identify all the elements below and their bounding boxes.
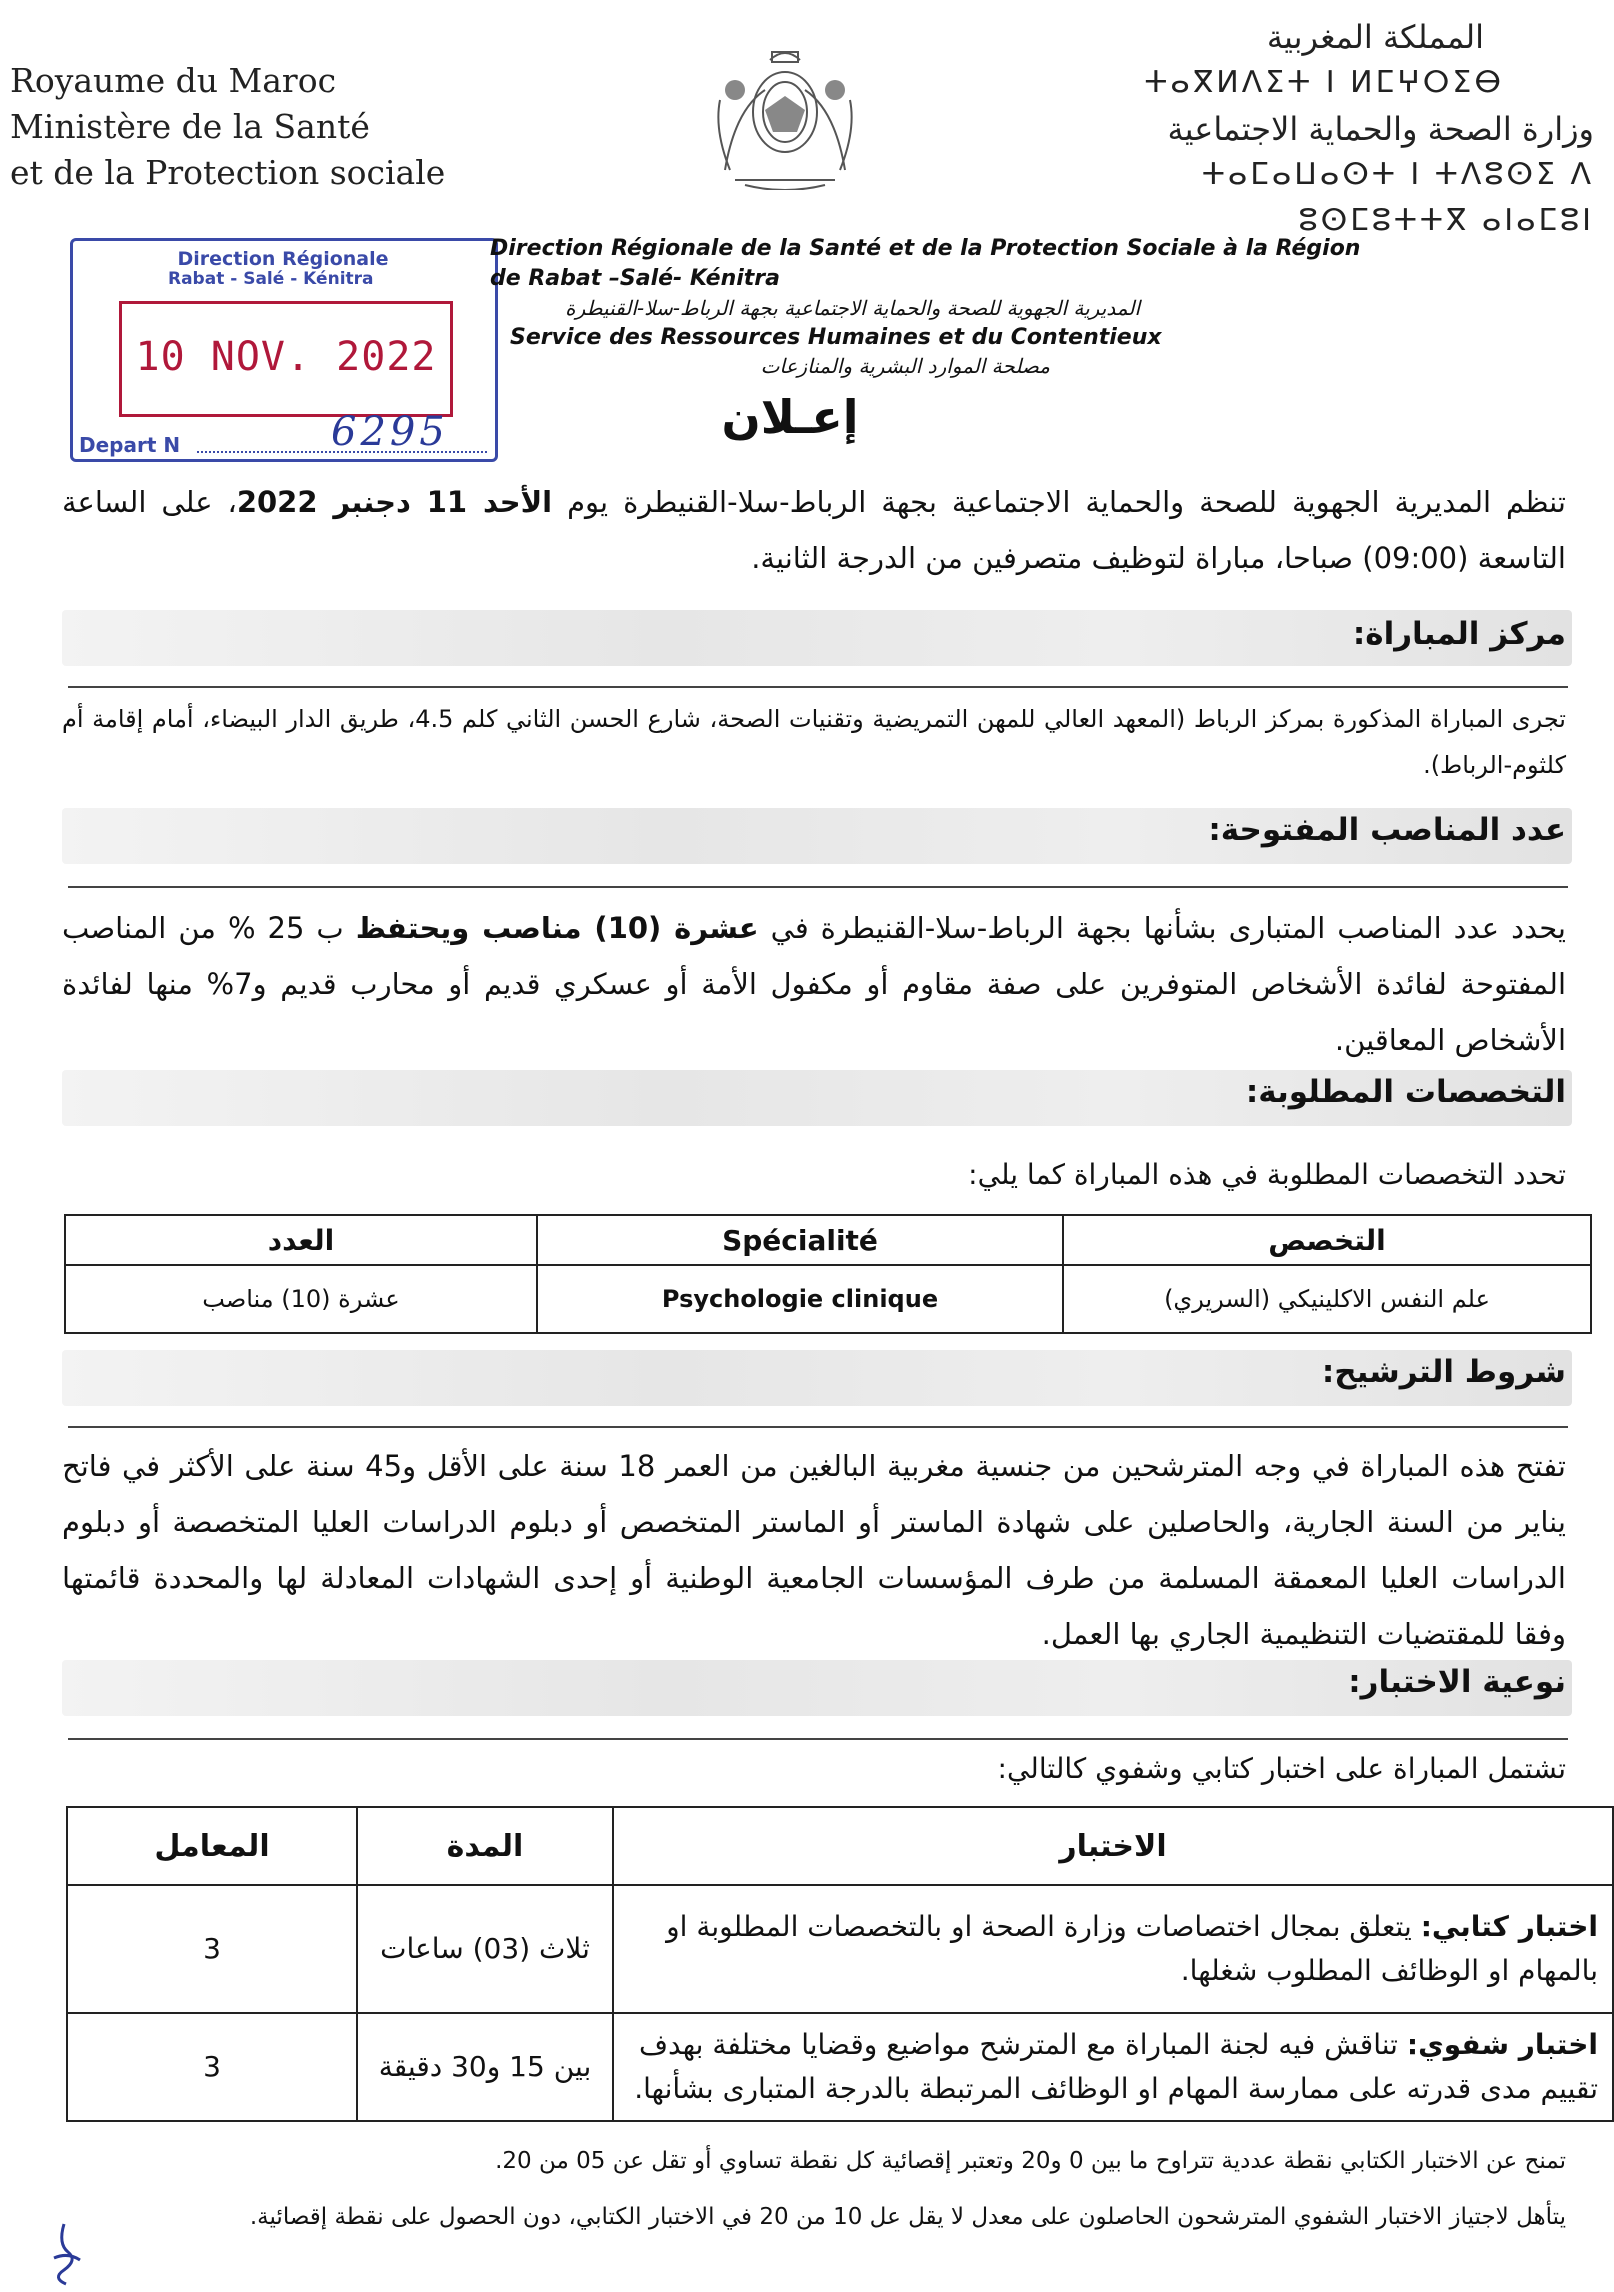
header-fr-line2: Ministère de la Santé <box>10 107 370 146</box>
section-title-conditions: شروط الترشيح: <box>1321 1354 1566 1390</box>
table-header-row <box>67 1807 1613 1885</box>
stamp-head-line2: Rabat - Salé - Kénitra <box>168 269 374 289</box>
exam-table <box>66 1806 1614 2122</box>
posts-text-1: يحدد عدد المناصب المتبارى بشأنها بجهة الرباط-سلا-القنيطرة في <box>758 911 1566 945</box>
spec-intro: تحدد التخصصات المطلوبة في هذه المباراة كما يلي: <box>968 1158 1566 1191</box>
direction-block <box>490 234 1370 378</box>
direction-fr: Direction Régionale de la Santé et de la Protection Sociale à la Région de Rabat –Salé- Kénitra <box>490 236 1361 291</box>
section-rule <box>68 1738 1568 1740</box>
table-cell: بين 15 و30 دقيقة <box>357 2013 613 2121</box>
header-arabic <box>1034 14 1594 244</box>
table-header: Spécialité <box>537 1215 1063 1265</box>
table-cell: علم النفس الاكلينيكي (السريري) <box>1063 1265 1591 1333</box>
stamp-date: 10 NOV. 2022 <box>135 334 437 380</box>
table-header: العدد <box>65 1215 537 1265</box>
table-header-row <box>65 1215 1591 1265</box>
intro-text-2: ، على الساعة التاسعة (09:00) صباحا، مباراة لتوظيف متصرفين من الدرجة الثانية. <box>62 485 1566 575</box>
table-row <box>67 1885 1613 2013</box>
posts-bold: عشرة (10) مناصب ويحتفظ <box>355 911 759 945</box>
stamp-depart-label: Depart N <box>79 433 181 457</box>
direction-ar: المديرية الجهوية للصحة والحماية الاجتماعية بجهة الرباط-سلا-القنيطرة <box>565 296 1140 320</box>
footer-note-2: يتأهل لاجتياز الاختبار الشفوي المترشحون الحاصلون على معدل لا يقل عل 10 من 20 في الاختبار الكتابي، دون الحصول على نقطة إقصائية. <box>249 2204 1566 2230</box>
stamp-date-box <box>119 301 453 417</box>
section-rule <box>68 686 1568 688</box>
table-cell: عشرة (10) مناصب <box>65 1265 537 1333</box>
table-row <box>65 1265 1591 1333</box>
footer-note-1: تمنح عن الاختبار الكتابي نقطة عددية تتراوح ما بين 0 و20 وتعتبر إقصائية كل نقطة تساوي أو تقل عن 05 من 20. <box>495 2148 1566 2174</box>
exam-intro: تشتمل المباراة على اختبار كتابي وشفوي كالتالي: <box>997 1752 1566 1785</box>
section-shade <box>62 1660 1572 1716</box>
table-cell <box>613 1885 1613 2013</box>
header-tif-line1: ⵜⴰⴳⵍⴷⵉⵜ ⵏ ⵍⵎⵖⵔⵉⴱ <box>1144 65 1504 100</box>
coat-of-arms-emblem <box>690 40 880 190</box>
intro-paragraph <box>62 474 1566 586</box>
table-cell: Psychologie clinique <box>537 1265 1063 1333</box>
stamp-depart-number: 6295 <box>331 409 449 455</box>
exam-desc: تناقش فيه لجنة المباراة مع المترشح مواضيع وقضايا مختلفة بهدف تقييم مدى قدرته على ممارسة المهام او الوظائف المرتبطة بالدرجة المتبارى بشأنها. <box>634 2028 1598 2105</box>
section-title-exam: نوعية الاختبار: <box>1348 1664 1566 1700</box>
exam-desc: يتعلق بمجال اختصاصات وزارة الصحة او بالتخصصات المطلوبة او بالمهام او الوظائف المطلوب شغلها. <box>666 1910 1598 1987</box>
table-header: الاختبار <box>613 1807 1613 1885</box>
posts-text-2: ب 25 % من المناصب المفتوحة لفائدة الأشخاص المتوفرين على صفة مقاوم أو مكفول الأمة أو عسكري قديم أو محارب قديم و7% منها لفائدة الأشخاص المعاقين. <box>62 911 1567 1057</box>
signature-mark <box>44 2218 94 2288</box>
service-fr: Service des Ressources Humaines et du Contentieux <box>510 325 1162 350</box>
table-cell: 3 <box>67 2013 357 2121</box>
table-header: المدة <box>357 1807 613 1885</box>
specialties-table <box>64 1214 1592 1334</box>
section-title-posts: عدد المناصب المفتوحة: <box>1208 812 1566 848</box>
service-ar: مصلحة الموارد البشرية والمنازعات <box>760 354 1050 378</box>
intro-date: الأحد 11 دجنبر 2022 <box>236 485 553 519</box>
section-rule <box>68 886 1568 888</box>
page-title: إعـلان <box>721 390 859 444</box>
section-shade <box>62 610 1572 666</box>
table-header: التخصص <box>1063 1215 1591 1265</box>
table-cell: ثلاث (03) ساعات <box>357 1885 613 2013</box>
exam-label: اختبار شفوي: <box>1406 2028 1598 2061</box>
table-cell: 3 <box>67 1885 357 2013</box>
table-row <box>67 2013 1613 2121</box>
header-tif-line2: ⵜⴰⵎⴰⵡⴰⵙⵜ ⵏ ⵜⴷⵓⵙⵉ ⴷ ⵓⵙⵎⵓⵜⵜⴳ ⴰⵏⴰⵎⵓⵏ <box>1201 157 1594 238</box>
section-title-spec: التخصصات المطلوبة: <box>1245 1074 1566 1110</box>
table-cell <box>613 2013 1613 2121</box>
table-header: المعامل <box>67 1807 357 1885</box>
departure-stamp <box>70 238 498 462</box>
header-fr-line1: Royaume du Maroc <box>10 61 337 100</box>
header-fr-line3: et de la Protection sociale <box>10 153 446 192</box>
header-ar-line1: المملكة المغربية <box>1266 18 1484 56</box>
section-rule <box>68 1426 1568 1428</box>
stamp-head-line1: Direction Régionale <box>177 248 389 270</box>
intro-text-1: تنظم المديرية الجهوية للصحة والحماية الاجتماعية بجهة الرباط-سلا-القنيطرة يوم <box>552 485 1566 519</box>
exam-label: اختبار كتابي: <box>1420 1910 1598 1943</box>
posts-paragraph <box>62 900 1566 1068</box>
header-ar-line2: وزارة الصحة والحماية الاجتماعية <box>1167 110 1594 148</box>
header-french <box>10 58 480 196</box>
conditions-paragraph: تفتح هذه المباراة في وجه المترشحين من جنسية مغربية البالغين من العمر 18 سنة على الأقل و45 سنة على الأكثر في فاتح يناير من السنة الجارية، والحاصلين على شهادة الماستر أو الماستر المتخصص أو دبلوم الدراسات العليا المتخصصة أو دبلوم الدراسات العليا المعمقة المسلمة من طرف المؤسسات الجامعية الوطنية أو إحدى الشهادات المعادلة لها والمحددة قائمتها وفقا للمقتضيات التنظيمية الجاري بها العمل. <box>62 1449 1566 1651</box>
center-paragraph: تجرى المباراة المذكورة بمركز الرباط (المعهد العالي للمهن التمريضية وتقنيات الصحة، شارع الحسن الثاني كلم 4.5، طريق الدار البيضاء، أمام إقامة أم كلثوم-الرباط). <box>62 705 1566 779</box>
section-title-center: مركز المباراة: <box>1352 616 1566 652</box>
